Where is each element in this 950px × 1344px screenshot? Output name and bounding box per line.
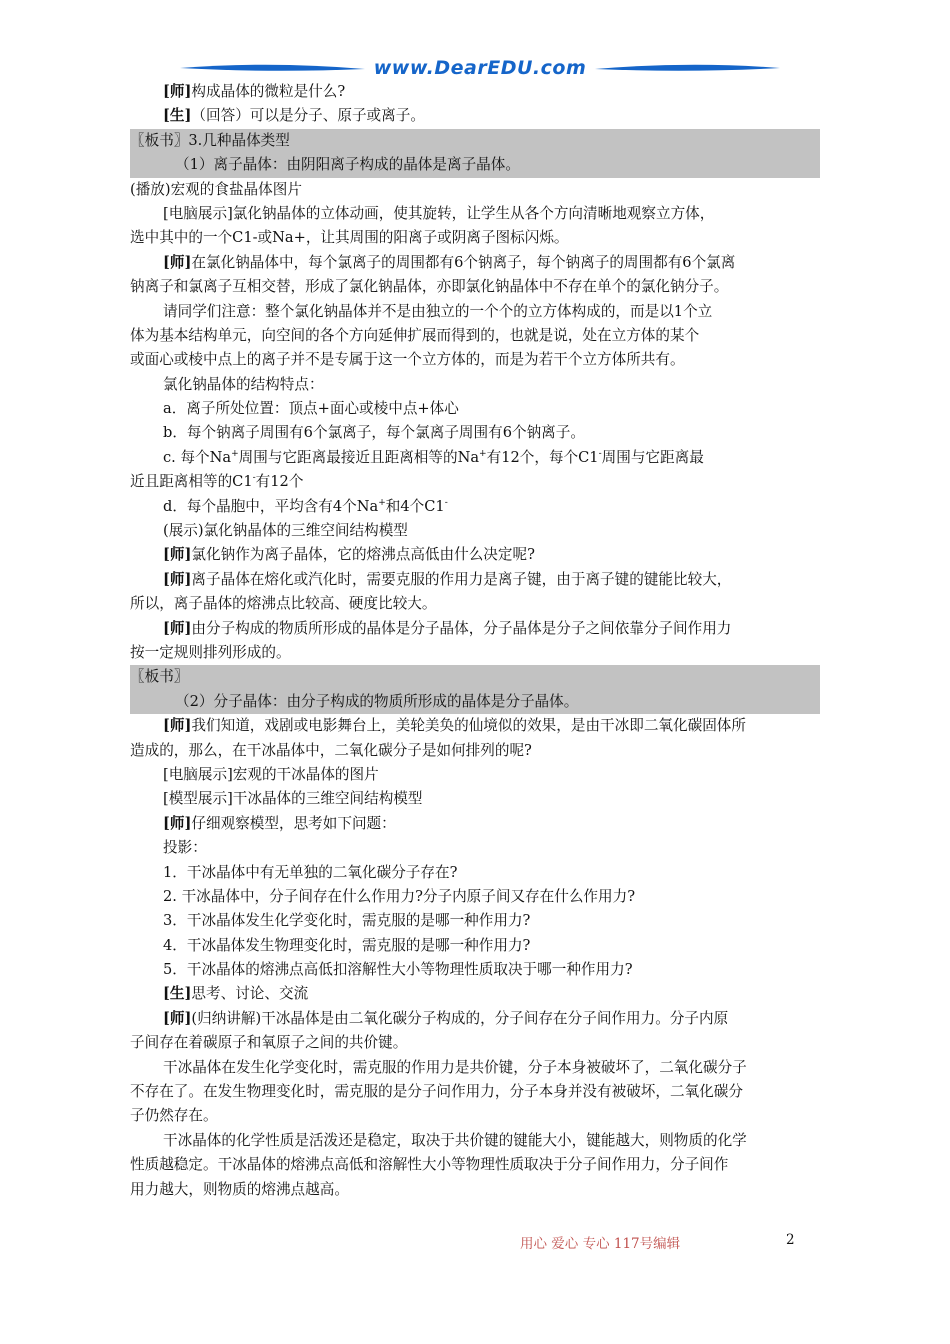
text-line: 用力越大，则物质的熔沸点越高。 (130, 1180, 349, 1198)
document-body (130, 80, 820, 1202)
text-line: [生]（回答）可以是分子、原子或离子。 (163, 107, 425, 125)
teacher-tag: [师] (163, 619, 192, 637)
teacher-tag: [师] (163, 546, 192, 564)
text-line: 近且距离相等的C1-有12个 (130, 473, 304, 491)
teacher-tag: [师] (163, 814, 192, 832)
text-line: [生]思考、讨论、交流 (163, 985, 309, 1003)
text-line: 子仍然存在。 (130, 1107, 218, 1125)
text-line: [电脑展示]氯化钠晶体的立体动画，使其旋转，让学生从各个方向清晰地观察立方体， (163, 204, 715, 222)
board-definition: （2）分子晶体：由分子构成的物质所形成的晶体是分子晶体。 (130, 690, 820, 714)
text-line: 按一定规则排列形成的。 (130, 643, 291, 661)
list-item: d．每个晶胞中，平均含有4个Na+和4个C1- (163, 497, 448, 515)
page-number: 2 (786, 1232, 795, 1248)
board-heading: 〖板书〗 (130, 665, 820, 689)
text-line: 请同学们注意：整个氯化钠晶体并不是由独立的一个个的立方体构成的，而是以1个立 (163, 302, 713, 320)
text-line: (展示)氯化钠晶体的三维空间结构模型 (163, 522, 408, 540)
text-line: [师](归纳讲解)干冰晶体是由二氧化碳分子构成的，分子间存在分子间作用力。分子内原 (163, 1009, 729, 1027)
text-line: 造成的，那么，在干冰晶体中，二氧化碳分子是如何排列的呢? (130, 741, 532, 759)
text-line: 干冰晶体在发生化学变化时，需克服的作用力是共价键，分子本身被破坏了，二氧化碳分子 (163, 1058, 747, 1076)
text-line: 子间存在着碳原子和氧原子之间的共价键。 (130, 1034, 408, 1052)
text-line: [师]在氯化钠晶体中，每个氯离子的周围都有6个钠离子，每个钠离子的周围都有6个氯离 (163, 253, 736, 271)
teacher-tag: [师] (163, 253, 192, 271)
teacher-tag: [师] (163, 83, 192, 100)
text-line: [师]离子晶体在熔化或汽化时，需要克服的作用力是离子键，由于离子键的键能比较大， (163, 570, 732, 588)
text-line: [电脑展示]宏观的干冰晶体的图片 (163, 765, 379, 783)
teacher-tag: [师] (163, 1009, 192, 1027)
text-line: 或面心或棱中点上的离子并不是专属于这一个立方体的，而是为若干个立方体所共有。 (130, 351, 685, 369)
text-line: [师]由分子构成的物质所形成的晶体是分子晶体，分子晶体是分子之间依靠分子间作用力 (163, 619, 732, 637)
text-line: [师]构成晶体的微粒是什么? (163, 83, 346, 100)
text-line: 干冰晶体的化学性质是活泼还是稳定，取决于共价键的键能大小，键能越大，则物质的化学 (163, 1131, 747, 1149)
text-line: [师]仔细观察模型，思考如下问题： (163, 814, 396, 832)
text-line: 不存在了。在发生物理变化时，需克服的是分子问作用力，分子本身并没有被破坏，二氧化碳分 (130, 1083, 743, 1101)
list-item: b．每个钠离子周围有6个氯离子，每个氯离子周围有6个钠离子。 (163, 424, 585, 442)
board-heading: 〖板书〗3.几种晶体类型 (130, 129, 820, 153)
teacher-tag: [师] (163, 717, 192, 735)
list-item: a．离子所处位置：顶点+面心或棱中点+体心 (163, 400, 459, 418)
text-line: 选中其中的一个C1-或Na+，让其周围的阳离子或阴离子图标闪烁。 (130, 229, 569, 247)
student-tag: [生] (163, 985, 192, 1003)
text-line: [模型展示]干冰晶体的三维空间结构模型 (163, 790, 423, 808)
list-item: c. 每个Na+周围与它距离最接近且距离相等的Na+有12个，每个C1-周围与它距离最 (163, 448, 704, 466)
list-item: 4．干冰晶体发生物理变化时，需克服的是哪一种作用力? (163, 936, 531, 954)
text-line: [师]氯化钠作为离子晶体，它的熔沸点高低由什么决定呢? (163, 546, 535, 564)
list-item: 5．干冰晶体的熔沸点高低扣溶解性大小等物理性质取决于哪一种作用力? (163, 961, 633, 979)
text-line: 氯化钠晶体的结构特点： (163, 375, 324, 393)
teacher-tag: [师] (163, 570, 192, 588)
text-line: 性质越稳定。干冰晶体的熔沸点高低和溶解性大小等物理性质取决于分子间作用力，分子间作 (130, 1156, 729, 1174)
text-line: 所以，离子晶体的熔沸点比较高、硬度比较大。 (130, 595, 437, 613)
text-line: 钠离子和氯离子互相交替，形成了氯化钠晶体，亦即氯化钠晶体中不存在单个的氯化钠分子。 (130, 278, 729, 296)
text-line: (播放)宏观的食盐晶体图片 (130, 180, 302, 198)
board-definition: （1）离子晶体：由阴阳离子构成的晶体是离子晶体。 (130, 153, 820, 177)
list-item: 3．干冰晶体发生化学变化时，需克服的是哪一种作用力? (163, 912, 531, 930)
footer-text: 用心 爱心 专心 117号编辑 (520, 1236, 681, 1252)
text-line: 体为基本结构单元，向空间的各个方向延伸扩展而得到的，也就是说，处在立方体的某个 (130, 326, 700, 344)
text-line: 投影： (163, 839, 207, 857)
text-line: [师]我们知道，戏剧或电影舞台上，美轮美奂的仙境似的效果，是由干冰即二氧化碳固体所 (163, 717, 746, 735)
student-tag: [生] (163, 107, 192, 125)
list-item: 1．干冰晶体中有无单独的二氧化碳分子存在? (163, 863, 458, 881)
header-site-url[interactable]: www.DearEDU.com (373, 57, 587, 79)
list-item: 2. 干冰晶体中，分子间存在什么作用力?分子内原子间又存在什么作用力? (163, 887, 636, 905)
